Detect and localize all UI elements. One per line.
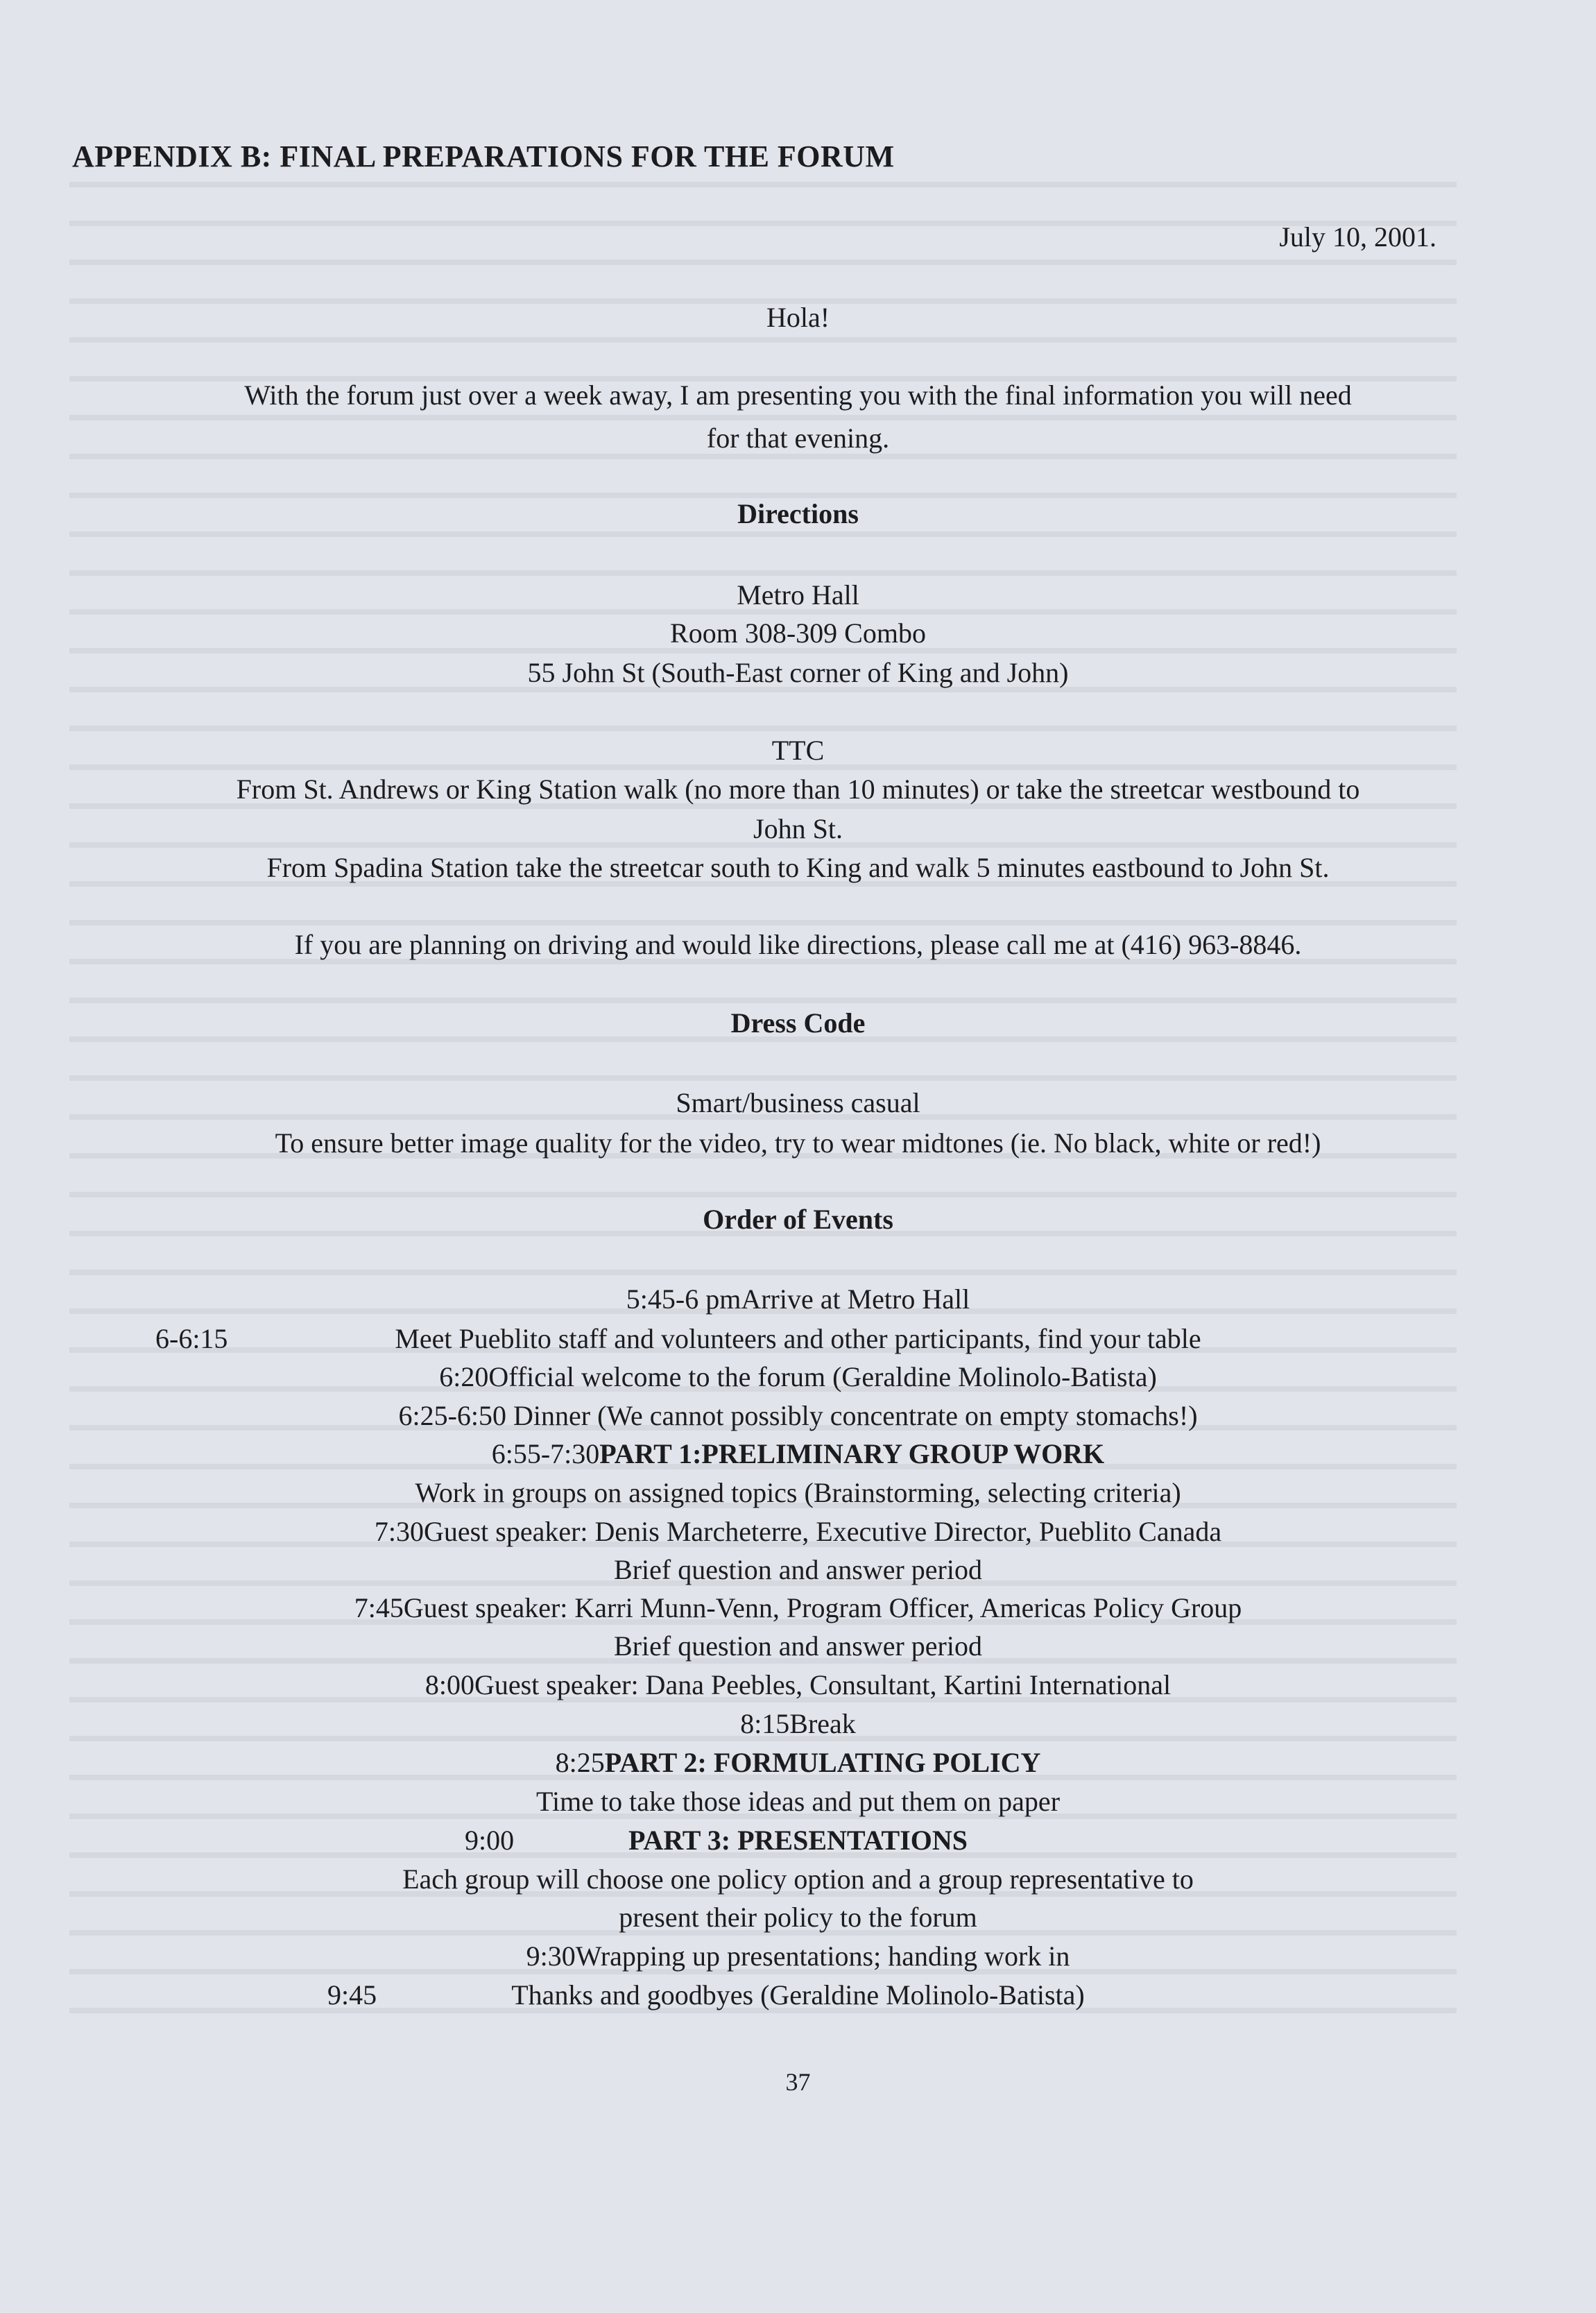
event-speaker-3: 8:00Guest speaker: Dana Peebles, Consultant, Kartini International	[424, 1669, 1172, 1700]
event-time: 6-6:15	[155, 1323, 228, 1354]
event-part-1	[0, 1440, 1596, 1468]
order-of-events-title: Order of Events	[703, 1204, 893, 1235]
event-welcome: 6:20Official welcome to the forum (Geraldine Molinolo-Batista)	[439, 1361, 1157, 1392]
event-break: 8:15Break	[740, 1708, 856, 1739]
event-group-work: Work in groups on assigned topics (Brainstorming, selecting criteria)	[415, 1477, 1181, 1508]
letter-date: July 10, 2001.	[1279, 221, 1436, 253]
event-time: 9:00	[465, 1825, 515, 1856]
event-qa-1: Brief question and answer period	[614, 1554, 982, 1585]
event-part-2	[0, 1749, 1596, 1777]
venue-name: Metro Hall	[737, 579, 859, 611]
event-speaker-2: 7:45Guest speaker: Karri Munn-Venn, Program Officer, Americas Policy Group	[354, 1592, 1242, 1623]
event-speaker-1: 7:30Guest speaker: Denis Marcheterre, Executive Director, Pueblito Canada	[374, 1516, 1222, 1547]
greeting: Hola!	[766, 302, 830, 333]
dress-code-title: Dress Code	[730, 1007, 866, 1039]
directions-title: Directions	[737, 498, 859, 529]
event-present-policy: present their policy to the forum	[619, 1902, 977, 1933]
ttc-line-1: From St. Andrews or King Station walk (no more than 10 minutes) or take the streetcar westbound to	[236, 774, 1360, 805]
event-time: 6:55-7:30	[491, 1438, 600, 1469]
ttc-title: TTC	[771, 735, 825, 766]
dress-code-style: Smart/business casual	[676, 1087, 920, 1118]
part-1-title: PART 1:PRELIMINARY GROUP WORK	[599, 1438, 1105, 1469]
event-arrive: 5:45-6 pmArrive at Metro Hall	[626, 1283, 970, 1315]
part-2-title: PART 2: FORMULATING POLICY	[604, 1747, 1041, 1778]
venue-room: Room 308-309 Combo	[670, 617, 926, 649]
intro-line-1: With the forum just over a week away, I am presenting you with the final information you will need	[244, 379, 1352, 411]
event-choose-policy: Each group will choose one policy option and a group representative to	[402, 1863, 1194, 1895]
venue-address: 55 John St (South-East corner of King and John)	[527, 657, 1069, 688]
ttc-line-2: John St.	[753, 813, 843, 844]
page-number: 37	[785, 2068, 811, 2096]
driving-note: If you are planning on driving and would like directions, please call me at (416) 963-8846.	[294, 929, 1302, 960]
event-goodbyes: Thanks and goodbyes (Geraldine Molinolo-Batista)	[511, 1979, 1085, 2011]
page-heading: APPENDIX B: FINAL PREPARATIONS FOR THE FORUM	[72, 139, 895, 173]
intro-line-2: for that evening.	[706, 423, 890, 454]
event-meet: Meet Pueblito staff and volunteers and other participants, find your table	[395, 1323, 1201, 1354]
event-time: 8:25	[555, 1747, 605, 1778]
event-wrap-up: 9:30Wrapping up presentations; handing work in	[526, 1940, 1070, 1972]
event-dinner: 6:25-6:50 Dinner (We cannot possibly concentrate on empty stomachs!)	[398, 1400, 1198, 1431]
event-ideas: Time to take those ideas and put them on paper	[535, 1786, 1061, 1817]
dress-code-note: To ensure better image quality for the video, try to wear midtones (ie. No black, white or red!)	[275, 1127, 1321, 1159]
ttc-line-3: From Spadina Station take the streetcar south to King and walk 5 minutes eastbound to John St.	[266, 852, 1330, 883]
part-3-title: PART 3: PRESENTATIONS	[628, 1825, 968, 1856]
event-time: 9:45	[327, 1979, 377, 2011]
event-qa-2: Brief question and answer period	[614, 1630, 982, 1662]
